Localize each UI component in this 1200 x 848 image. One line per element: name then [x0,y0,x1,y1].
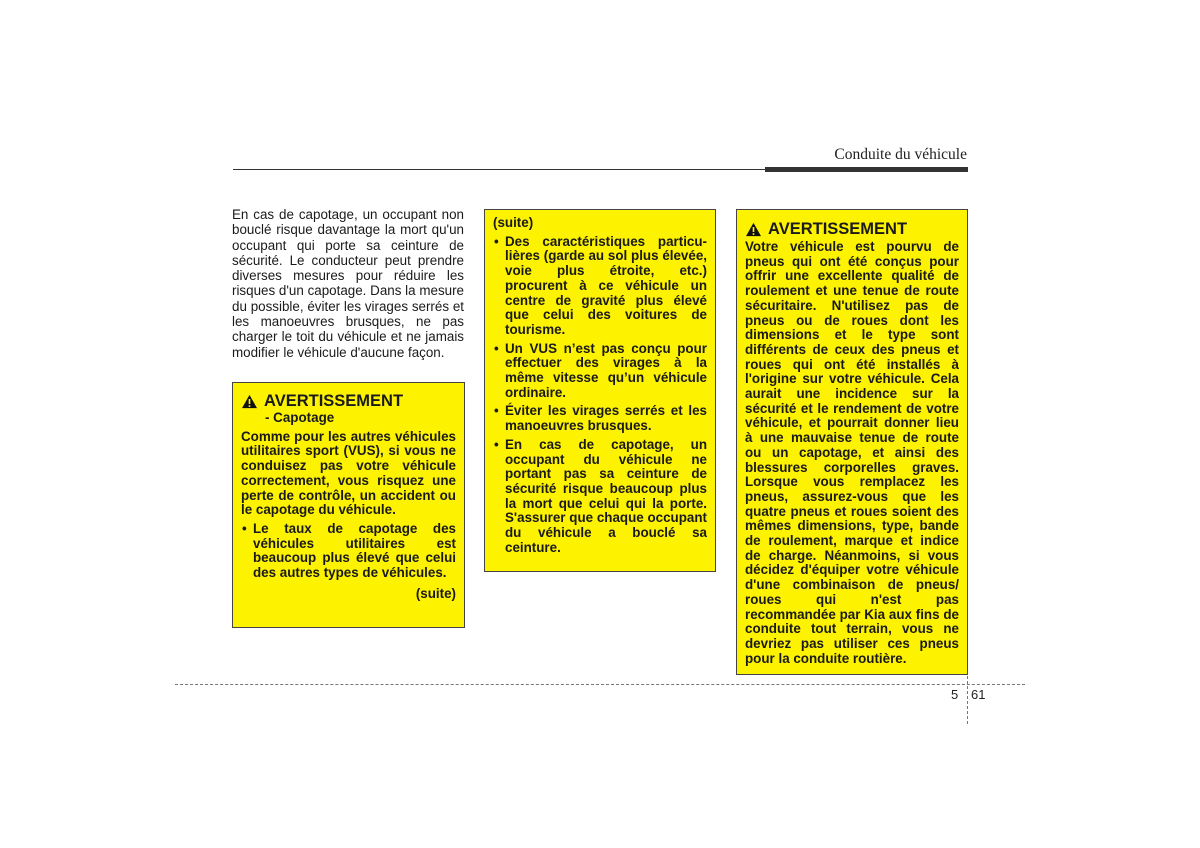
warning-bullet: • Éviter les virages serrés et les manoeuvres brusques. [493,404,707,433]
continued-from-label: (suite) [493,215,534,230]
warning-subtitle: - Capotage [265,410,335,425]
continued-label: (suite) [415,585,456,601]
warning-body: Comme pour les autres véhicules utilitaires sport (VUS), si vous ne conduisez pas votre véhicule correctement, vous risquez une perte de contrôle, un accident ou le capotage du véhicule. [241,428,456,518]
warning-box-capotage [232,382,465,628]
warning-title: AVERTISSEMENT [264,392,404,410]
warning-heading [241,391,456,411]
intro-paragraph: En cas de capotage, un occupant non bouclé risque davantage la mort qu'un occupant qui porte sa ceinture de sécurité. Le conducteur peut prendre diverses mesures pour réduire les risques d'un capotage. Dans la mesure du possible, éviter les virages serrés et les manoeuvres brusques, ne pas charger le toit du véhicule et ne jamais modifier le véhicule d'aucune façon. [232,207,464,360]
warning-bullet: • Des caractéristiques particu-lières (garde au sol plus élevée, voie plus étroite, etc.) procurent à ce véhicule un centre de gravité plus élevé que celui des voitures de tourisme. [493,235,707,338]
warning-triangle-icon [241,394,258,409]
warning-bullet: • En cas de capotage, un occupant du véhicule ne portant pas sa ceinture de sécurité risque beaucoup plus la mort que celui qui la porte. S'assurer que chaque occupant du véhicule a bouclé sa ceinture. [493,438,707,556]
warning-body: Votre véhicule est pourvu de pneus qui ont été conçus pour offrir une excellente qualité de roulement et une tenue de route sécuritaire. N'utilisez pas de pneus ou de roues dont les dimensions et le type sont différents de ceux des pneus et roues qui ont été installés à l'origine sur votre véhicule. Cela aurait une incidence sur la sécurité et le rendement de votre véhicule, et pourrait donner lieu à une mauvaise tenue de route ou un capotage, et ainsi des blessures corporelles graves. Lorsque vous remplacez les pneus, assurez-vous que les quatre pneus et roues soient des mêmes dimensions, type, bande de roulement, marque et indice de charge. Néanmoins, si vous décidez d'équiper votre véhicule d'une combinaison de pneus/ roues qui n'est pas recommandée par Kia aux fins de conduite tout terrain, vous ne devriez pas utiliser ces pneus pour la conduite routière. [745,239,959,666]
warning-bullet: • Le taux de capotage des véhicules utilitaires est beaucoup plus élevé que celui des autres types de véhicules. [241,522,456,581]
footer-separator [967,676,968,724]
page-number: 61 [971,687,986,702]
warning-box-continued [484,209,716,572]
header-bar [765,167,968,172]
warning-bullet: • Un VUS n’est pas conçu pour effectuer des virages à la même vitesse qu’un véhicule ordinaire. [493,342,707,401]
warning-heading [745,219,959,239]
header-title: Conduite du véhicule [834,146,967,163]
chapter-number: 5 [951,687,959,702]
warning-title: AVERTISSEMENT [768,220,908,238]
warning-box-tires [736,209,968,675]
footer-divider [175,684,1025,685]
warning-triangle-icon [745,222,762,237]
header-rule [233,169,765,170]
